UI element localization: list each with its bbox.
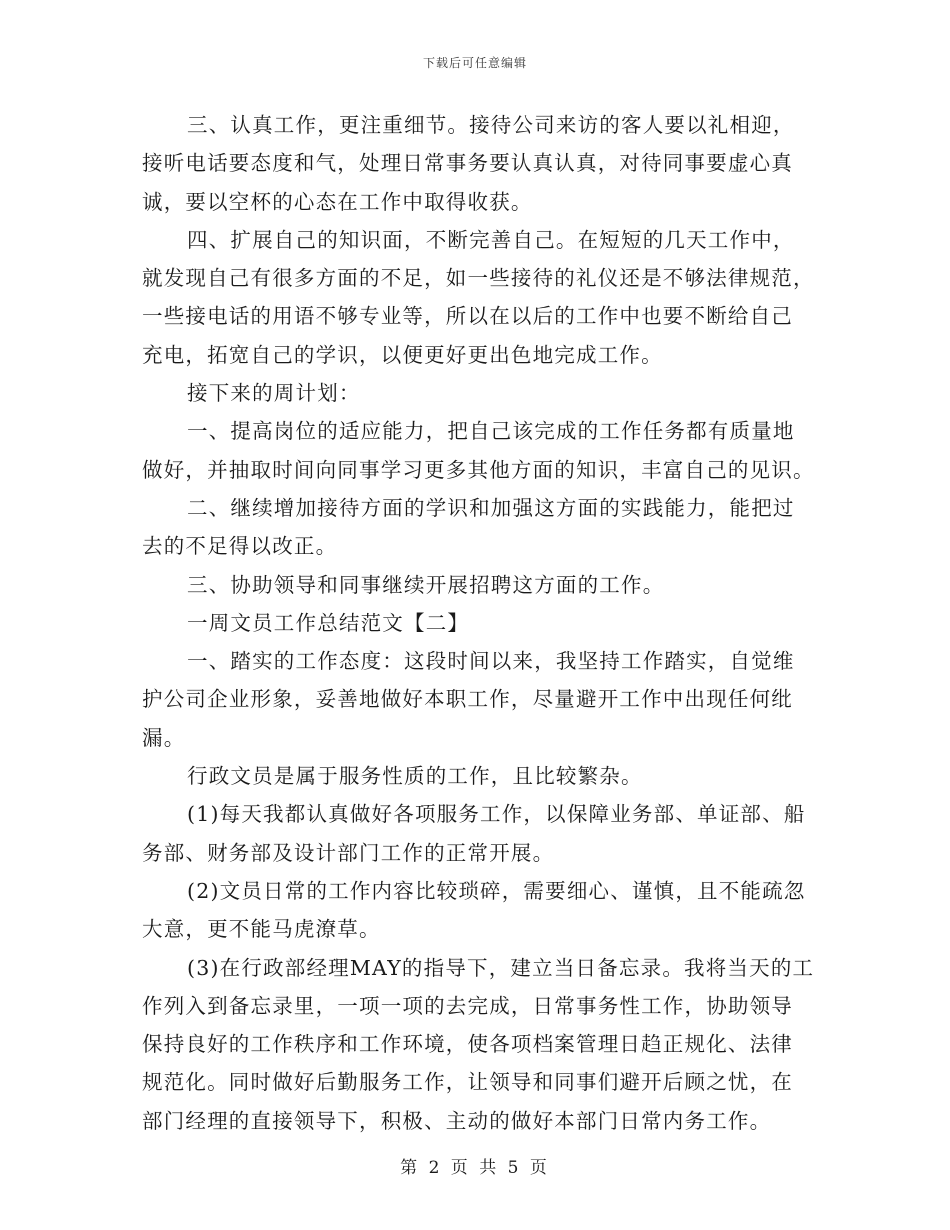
body-line: 接下来的周计划： bbox=[187, 381, 361, 406]
body-line: 漏。 bbox=[142, 725, 186, 750]
body-line: 行政文员是属于服务性质的工作，且比较繁杂。 bbox=[187, 764, 643, 789]
page-number: 第 2 页 共 5 页 bbox=[400, 1158, 550, 1178]
body-line: 务部、财务部及设计部门工作的正常开展。 bbox=[142, 840, 555, 865]
body-line: 就发现自己有很多方面的不足，如一些接待的礼仪还是不够法律规范， bbox=[142, 266, 815, 291]
document-body bbox=[142, 106, 815, 1140]
body-line: 去的不足得以改正。 bbox=[142, 534, 338, 559]
body-line: 一、踏实的工作态度：这段时间以来，我坚持工作踏实，自觉维 bbox=[187, 649, 795, 674]
section-heading: 一周文员工作总结范文【二】 bbox=[187, 610, 470, 635]
body-line: 保持良好的工作秩序和工作环境，使各项档案管理日趋正规化、法律 bbox=[142, 1032, 793, 1057]
body-line: (3)在行政部经理MAY的指导下，建立当日备忘录。我将当天的工 bbox=[187, 955, 815, 980]
page-header-note: 下载后可任意编辑 bbox=[422, 56, 527, 70]
body-line: 规范化。同时做好后勤服务工作，让领导和同事们避开后顾之忧，在 bbox=[142, 1070, 793, 1095]
body-line: (2)文员日常的工作内容比较琐碎，需要细心、谨慎，且不能疏忽 bbox=[187, 878, 806, 903]
body-line: 护公司企业形象，妥善地做好本职工作，尽量避开工作中出现任何纰 bbox=[142, 687, 793, 712]
body-line: 四、扩展自己的知识面，不断完善自己。在短短的几天工作中， bbox=[187, 227, 795, 252]
body-line: 一些接电话的用语不够专业等，所以在以后的工作中也要不断给自己 bbox=[142, 304, 793, 329]
body-line: (1)每天我都认真做好各项服务工作，以保障业务部、单证部、船 bbox=[187, 802, 806, 827]
body-line: 作列入到备忘录里，一项一项的去完成，日常事务性工作，协助领导 bbox=[142, 993, 793, 1018]
body-line: 三、认真工作，更注重细节。接待公司来访的客人要以礼相迎， bbox=[187, 113, 795, 137]
body-line: 诚，要以空杯的心态在工作中取得收获。 bbox=[142, 189, 533, 214]
body-line: 做好，并抽取时间向同事学习更多其他方面的知识，丰富自己的见识。 bbox=[142, 457, 815, 482]
body-line: 接听电话要态度和气，处理日常事务要认真认真，对待同事要虚心真 bbox=[142, 151, 793, 176]
body-line: 二、继续增加接待方面的学识和加强这方面的实践能力，能把过 bbox=[187, 495, 795, 520]
body-line: 部门经理的直接领导下，积极、主动的做好本部门日常内务工作。 bbox=[142, 1108, 772, 1133]
body-line: 三、协助领导和同事继续开展招聘这方面的工作。 bbox=[187, 572, 665, 597]
body-line: 一、提高岗位的适应能力，把自己该完成的工作任务都有质量地 bbox=[187, 419, 795, 444]
body-line: 大意，更不能马虎潦草。 bbox=[142, 917, 381, 942]
body-line: 充电，拓宽自己的学识，以便更好更出色地完成工作。 bbox=[142, 342, 663, 367]
